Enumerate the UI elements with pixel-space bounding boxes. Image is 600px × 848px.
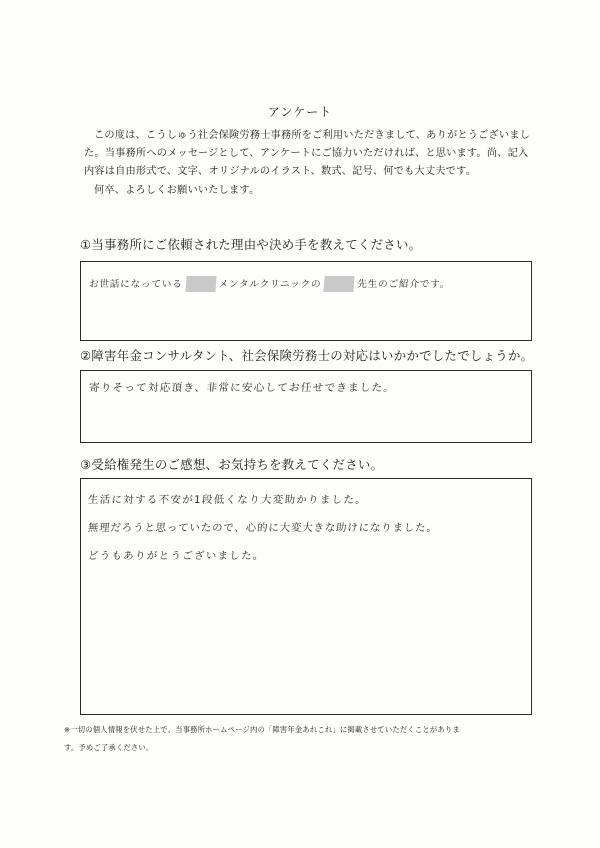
- answer-3-line-1: 生活に対する不安が1段低くなり大変助かりました。: [87, 494, 368, 506]
- answer-box-3: [80, 478, 532, 715]
- page-title: アンケート: [267, 105, 333, 119]
- answer-3-line-2: 無理だろうと思っていたので、心的に大変大きな助けになりました。: [87, 522, 439, 534]
- question-2-label: ②障害年金コンサルタント、社会保険労務士の対応はいかかでしたでしょうか。: [80, 348, 534, 363]
- footnote-line-2: す。予めご了承ください。: [64, 743, 154, 752]
- redaction-block: [324, 276, 355, 292]
- answer-1-part-1: お世話になっている: [88, 279, 183, 290]
- answer-box-2: [80, 370, 532, 443]
- answer-box-1: [80, 261, 532, 341]
- answer-2-line-1: 寄りそって対応頂き、非常に安心してお任せできました。: [88, 382, 396, 394]
- redaction-block: [185, 276, 216, 292]
- answer-3-line-3: どうもありがとうございました。: [87, 550, 266, 562]
- answer-1-part-3: 先生のご紹介です。: [356, 279, 451, 290]
- intro-line-4: 何卒、よろしくお願いいたします。: [94, 184, 260, 196]
- intro-text: [84, 127, 532, 200]
- intro-line-3: 内容は自由形式で、文字、オリジナルのイラスト、数式、記号、何でも大丈夫です。: [84, 166, 476, 178]
- answer-1-text: [88, 276, 450, 292]
- intro-line-2: た。当事務所へのメッセージとして、アンケートにご協力いただければ、と思います。尚、記入: [84, 148, 529, 160]
- intro-line-1: この度は、こうしゅう社会保険労務士事務所をご利用いただきまして、ありがとうございまし: [94, 130, 531, 141]
- question-3-label: ③受給権発生のご感想、お気持ちを教えてください。: [80, 457, 384, 472]
- footnote-line-1: ※一切の個人情報を伏せた上で、当事務所ホームページ内の「障害年金あれこれ」に掲載させていただくことがありま: [64, 725, 460, 734]
- answer-1-part-2: メンタルクリニックの: [218, 279, 322, 290]
- question-1-label: ①当事務所にご依頼された理由や決め手を教えてください。: [80, 237, 422, 252]
